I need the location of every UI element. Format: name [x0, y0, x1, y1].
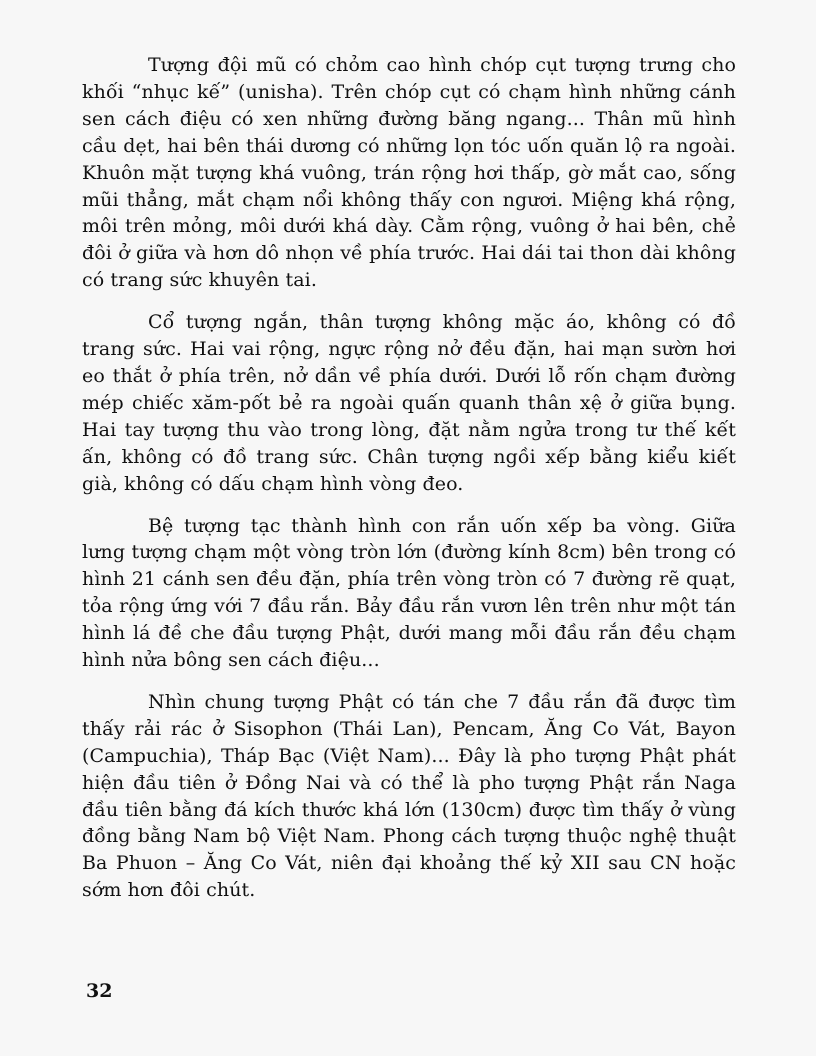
- paragraph-3: Bệ tượng tạc thành hình con rắn uốn xếp ba vòng. Giữa lưng tượng chạm một vòng tròn lớn (đường kính 8cm) bên trong có hình 21 cánh sen đều đặn, phía trên vòng tròn có 7 đường rẽ quạt, tỏa rộng ứng với 7 đầu rắn. Bảy đầu rắn vươn lên trên như một tán hình lá đề che đầu tượng Phật, dưới mang mỗi đầu rắn đều chạm hình nửa bông sen cách điệu...: [82, 514, 736, 672]
- paragraph-1: Tượng đội mũ có chỏm cao hình chóp cụt tượng trưng cho khối “nhục kế” (unisha). Trên chóp cụt có chạm hình những cánh sen cách điệu có xen những đường băng ngang... Thân mũ hình cầu dẹt, hai bên thái dương có những lọn tóc uốn quăn lộ ra ngoài. Khuôn mặt tượng khá vuông, trán rộng hơi thấp, gờ mắt cao, sống mũi thẳng, mắt chạm nổi không thấy con ngươi. Miệng khá rộng, môi trên mỏng, môi dưới khá dày. Cằm rộng, vuông ở hai bên, chẻ đôi ở giữa và hơn dô nhọn về phía trước. Hai dái tai thon dài không có trang sức khuyên tai.: [82, 54, 736, 292]
- body-text: [82, 52, 736, 919]
- paragraph-4: Nhìn chung tượng Phật có tán che 7 đầu rắn đã được tìm thấy rải rác ở Sisophon (Thái Lan), Pencam, Ăng Co Vát, Bayon (Campuchia), Tháp Bạc (Việt Nam)... Đây là pho tượng Phật phát hiện đầu tiên ở Đồng Nai và có thể là pho tượng Phật rắn Naga đầu tiên bằng đá kích thước khá lớn (130cm) được tìm thấy ở vùng đồng bằng Nam bộ Việt Nam. Phong cách tượng thuộc nghệ thuật Ba Phuon – Ăng Co Vát, niên đại khoảng thế kỷ XII sau CN hoặc sớm hơn đôi chút.: [82, 690, 736, 902]
- page-number: 32: [86, 980, 113, 1002]
- paragraph-2: Cổ tượng ngắn, thân tượng không mặc áo, không có đồ trang sức. Hai vai rộng, ngực rộng nở đều đặn, hai mạn sườn hơi eo thắt ở phía trên, nở dần về phía dưới. Dưới lỗ rốn chạm đường mép chiếc xăm-pốt bẻ ra ngoài quấn quanh thân xệ ở giữa bụng. Hai tay tượng thu vào trong lòng, đặt nằm ngửa trong tư thế kết ấn, không có đồ trang sức. Chân tượng ngồi xếp bằng kiểu kiết già, không có dấu chạm hình vòng đeo.: [82, 311, 736, 495]
